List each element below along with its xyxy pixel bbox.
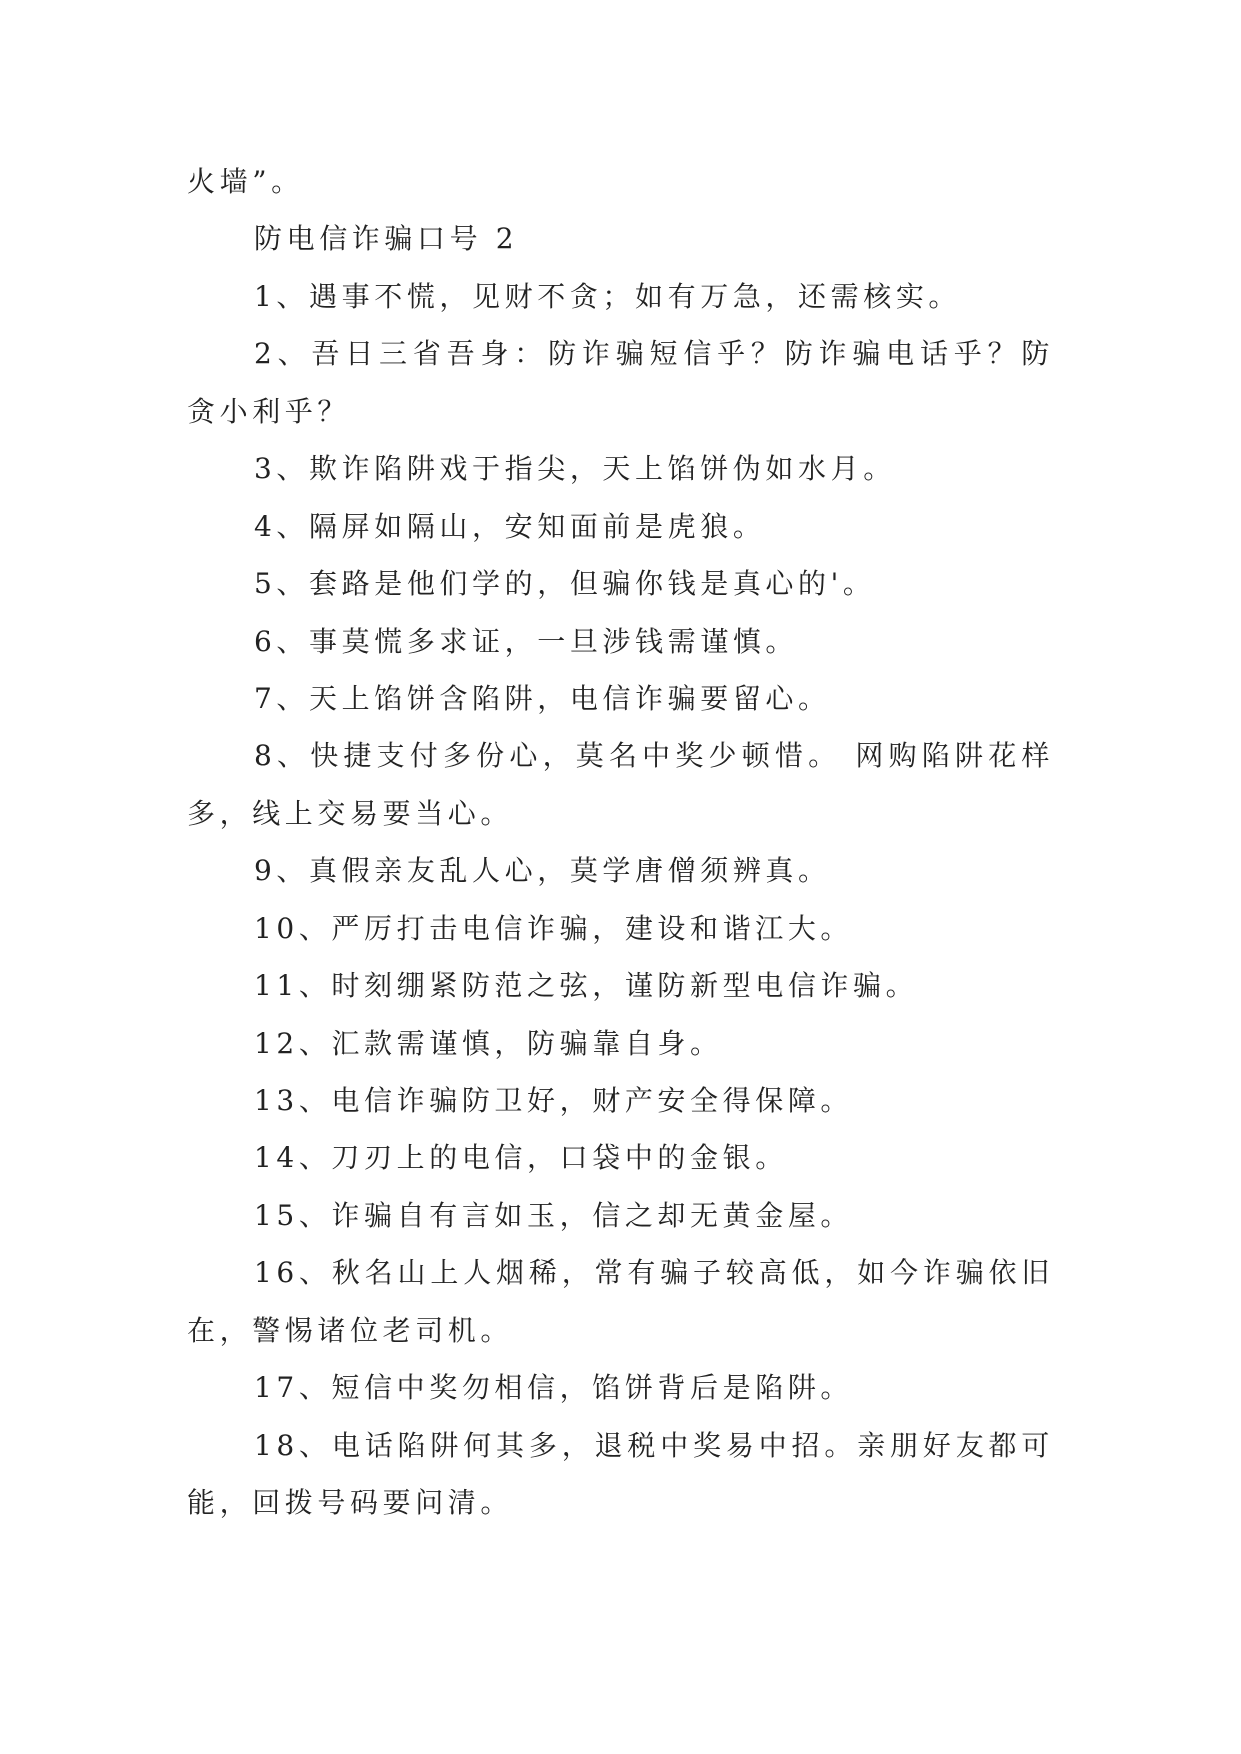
slogan-line: 14、刀刃上的电信，口袋中的金银。 xyxy=(254,1141,788,1175)
slogan-line: 16、秋名山上人烟稀，常有骗子较高低，如今诈骗依旧 xyxy=(254,1256,1054,1290)
slogan-item xyxy=(187,957,1054,1014)
slogan-item xyxy=(187,1072,1054,1129)
document-body xyxy=(187,153,1054,1532)
slogan-line: 12、汇款需谨慎，防骗靠自身。 xyxy=(254,1026,723,1060)
slogan-line: 2、吾日三省吾身：防诈骗短信乎？防诈骗电话乎？防 xyxy=(254,337,1054,371)
slogan-line: 13、电信诈骗防卫好，财产安全得保障。 xyxy=(254,1084,854,1117)
slogan-line: 17、短信中奖勿相信，馅饼背后是陷阱。 xyxy=(254,1371,854,1405)
slogan-item xyxy=(187,498,1054,555)
slogan-line: 多，线上交易要当心。 xyxy=(187,796,514,830)
slogan-line: 5、套路是他们学的，但骗你钱是真心的'。 xyxy=(254,567,876,601)
slogan-line: 4、隔屏如隔山，安知面前是虎狼。 xyxy=(254,509,766,543)
slogan-item xyxy=(187,325,1054,440)
slogan-line: 在，警惕诸位老司机。 xyxy=(187,1313,514,1347)
slogan-item xyxy=(187,1244,1054,1359)
slogan-item xyxy=(187,555,1054,612)
slogan-line: 15、诈骗自有言如玉，信之却无黄金屋。 xyxy=(254,1198,854,1232)
slogan-line: 11、时刻绷紧防范之弦，谨防新型电信诈骗。 xyxy=(254,969,919,1003)
slogan-line: 3、欺诈陷阱戏于指尖，天上馅饼伪如水月。 xyxy=(254,452,896,486)
slogan-item xyxy=(187,670,1054,727)
slogan-item xyxy=(187,440,1054,497)
continuation-line: 火墙”。 xyxy=(187,165,304,198)
slogan-line: 9、真假亲友乱人心，莫学唐僧须辨真。 xyxy=(254,854,831,888)
slogan-item xyxy=(187,1187,1054,1244)
slogan-item xyxy=(187,1015,1054,1072)
slogan-item xyxy=(187,900,1054,957)
slogan-item xyxy=(187,268,1054,325)
section-heading: 防电信诈骗口号 2 xyxy=(254,222,519,256)
slogan-line: 18、电话陷阱何其多，退税中奖易中招。亲朋好友都可 xyxy=(254,1428,1054,1462)
slogan-item xyxy=(187,1417,1054,1532)
slogan-line: 10、严厉打击电信诈骗，建设和谐江大。 xyxy=(254,911,854,945)
slogan-line: 7、天上馅饼含陷阱，电信诈骗要留心。 xyxy=(254,681,831,715)
slogan-item xyxy=(187,727,1054,842)
slogan-line: 6、事莫慌多求证，一旦涉钱需谨慎。 xyxy=(254,624,799,658)
slogan-item xyxy=(187,1129,1054,1186)
slogan-item xyxy=(187,1359,1054,1416)
slogan-line: 8、快捷支付多份心，莫名中奖少顿惜。 网购陷阱花样 xyxy=(254,739,1054,773)
slogan-item xyxy=(187,613,1054,670)
slogan-line: 1、遇事不慌，见财不贪；如有万急，还需核实。 xyxy=(254,279,962,313)
slogan-item xyxy=(187,842,1054,899)
slogan-line: 能，回拨号码要问清。 xyxy=(187,1486,514,1520)
slogan-line: 贪小利乎？ xyxy=(187,394,351,428)
